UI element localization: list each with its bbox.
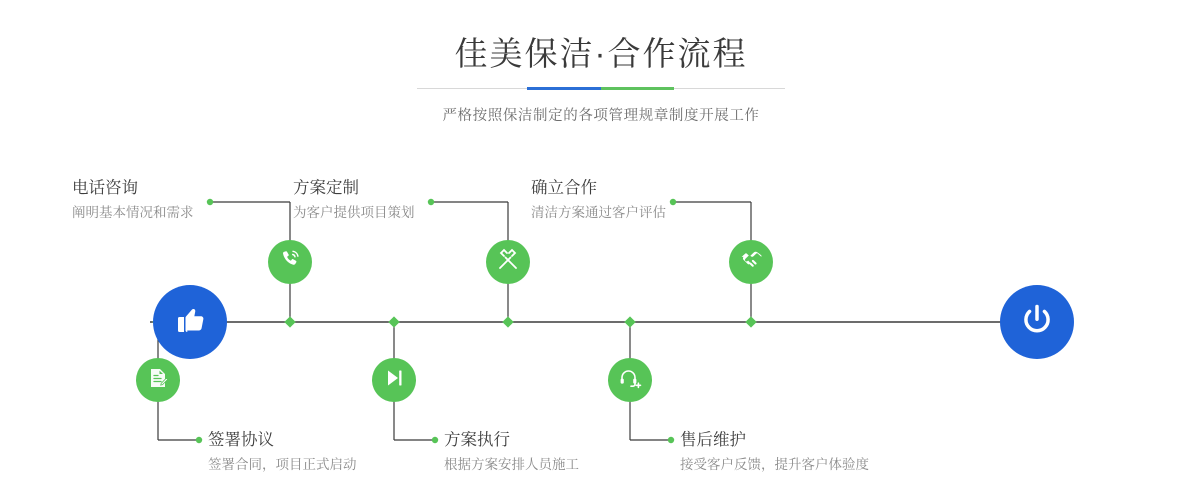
handshake-icon	[739, 247, 764, 277]
divider-accent-green	[601, 87, 674, 90]
title-divider	[417, 87, 785, 90]
step-title-2: 签署协议	[208, 431, 274, 449]
page-title: 佳美保洁·合作流程	[454, 35, 748, 72]
step-desc-2: 签署合同，项目正式启动	[208, 457, 357, 473]
step-node-6	[608, 358, 652, 402]
step-label-3	[293, 179, 415, 221]
step-title-4: 方案执行	[444, 431, 510, 449]
phone-call-icon	[278, 248, 302, 277]
thumbs-up-icon	[172, 302, 208, 343]
step-label-1	[72, 179, 194, 221]
play-execute-icon	[382, 366, 406, 395]
contract-sign-icon	[146, 366, 170, 395]
step-desc-5: 清洁方案通过客户评估	[531, 205, 666, 221]
step-node-3	[486, 240, 530, 284]
process-flow-diagram	[0, 150, 1202, 502]
divider-accent-blue	[527, 87, 601, 90]
step-desc-3: 为客户提供项目策划	[293, 205, 415, 221]
step-desc-4: 根据方案安排人员施工	[444, 457, 579, 473]
step-title-1: 电话咨询	[72, 179, 138, 197]
step-title-6: 售后维护	[680, 431, 746, 449]
headset-support-icon	[618, 366, 642, 395]
page-header	[0, 0, 1202, 125]
step-label-2	[208, 431, 357, 473]
step-node-1	[268, 240, 312, 284]
flow-end-endpoint	[1000, 285, 1074, 359]
step-desc-6: 接受客户反馈，提升客户体验度	[680, 457, 869, 473]
step-label-5	[531, 179, 666, 221]
step-node-4	[372, 358, 416, 402]
step-node-2	[136, 358, 180, 402]
power-icon	[1018, 301, 1056, 344]
step-label-6	[680, 431, 869, 473]
step-title-5: 确立合作	[531, 179, 597, 197]
page-subtitle: 严格按照保洁制定的各项管理规章制度开展工作	[442, 107, 760, 124]
step-node-5	[729, 240, 773, 284]
plan-pencil-icon	[496, 248, 520, 277]
step-desc-1: 阐明基本情况和需求	[72, 205, 194, 221]
step-label-4	[444, 431, 579, 473]
step-title-3: 方案定制	[293, 179, 359, 197]
flow-start-endpoint	[153, 285, 227, 359]
divider-accent	[527, 87, 674, 90]
